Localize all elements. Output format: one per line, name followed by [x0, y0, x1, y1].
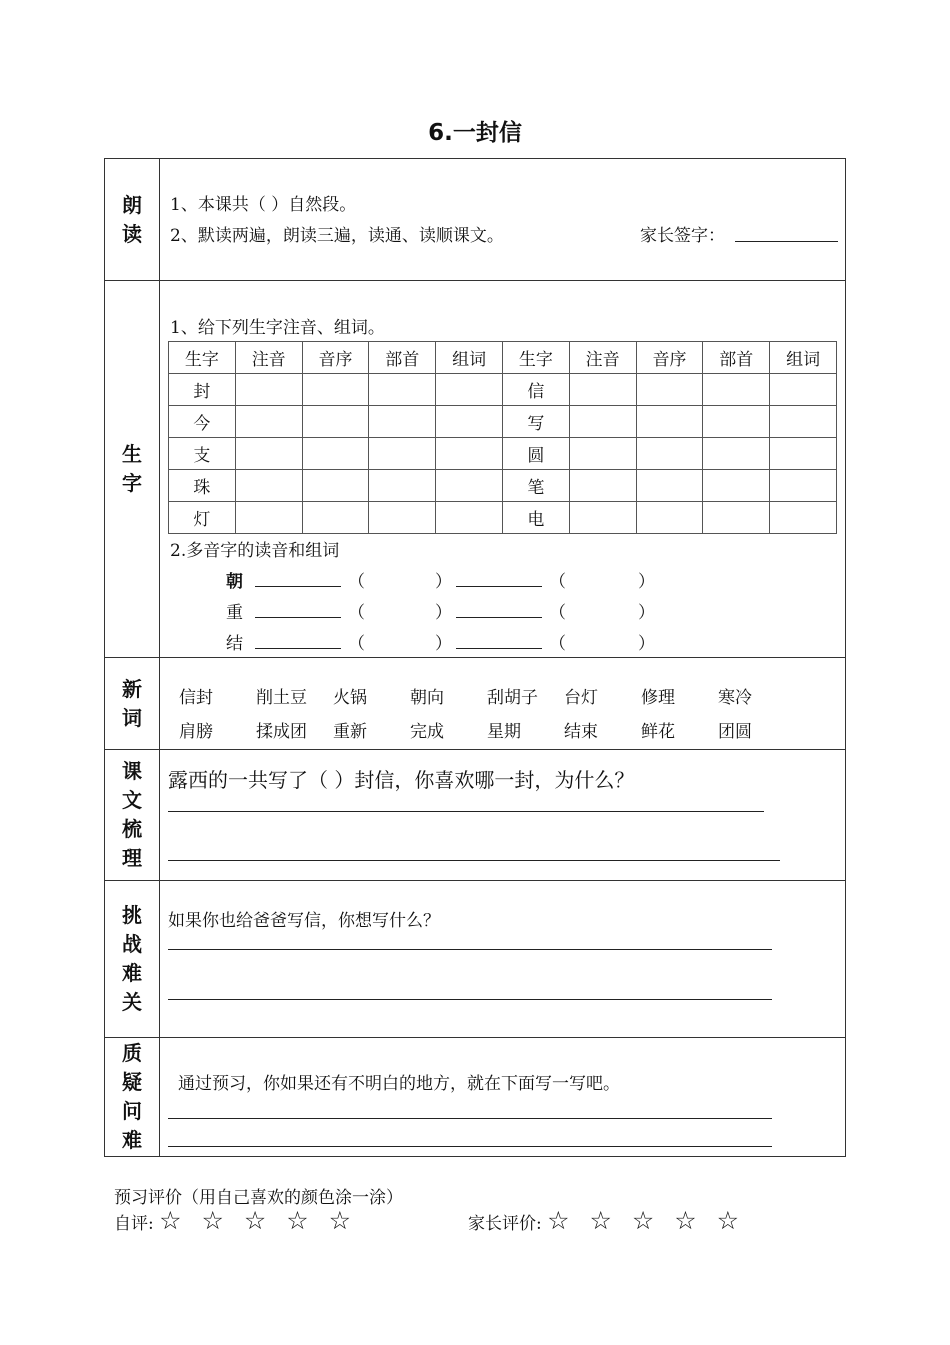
table-row: 今 写	[169, 406, 837, 438]
answer-line[interactable]	[168, 999, 772, 1000]
list-item: 鲜花	[641, 722, 675, 742]
table-row: 支 圆	[169, 438, 837, 470]
new-words-list	[179, 683, 795, 742]
pinyin-blank[interactable]	[456, 586, 542, 587]
list-item: 火锅	[333, 688, 367, 708]
list-item: 重新	[333, 722, 367, 742]
paragraph-count-question: 1、本课共（ ）自然段。	[170, 195, 357, 215]
list-item: 台灯	[564, 688, 598, 708]
section-xinci	[105, 658, 845, 750]
signature-label: 家长签字：	[640, 226, 725, 246]
kewen-question: 露西的一共写了（ ）封信，你喜欢哪一封，为什么？	[168, 768, 635, 792]
list-item: 寒冷	[718, 688, 752, 708]
self-evaluation	[114, 1206, 357, 1235]
parent-evaluation	[468, 1206, 745, 1235]
answer-line[interactable]	[168, 860, 780, 861]
list-item: 刮胡子	[487, 688, 538, 708]
section-label: 朗 读	[105, 159, 160, 280]
list-item: 揉成团	[256, 722, 307, 742]
table-header-row: 生字 注音 音序 部首 组词 生字 注音 音序 部首 组词	[169, 342, 837, 374]
pinyin-blank[interactable]	[456, 648, 542, 649]
section-shengzi: 生 字 1、给下列生字注音、组词。 生字 注音 音序 部首 组词 生字 注音 音序 部首 组词 封 信 今 写 支 圆 珠 笔 灯 电 2.多音字的读音和组词 朝 （ ） （ ） 重 （ ） （ ） 结 （ ） （ ）	[105, 281, 845, 658]
table-row: 灯 电	[169, 502, 837, 534]
page-title: 6.一封信	[428, 120, 522, 146]
section-kewen	[105, 750, 845, 881]
table-row: 封 信	[169, 374, 837, 406]
section-label: 生 字	[105, 281, 160, 657]
pinyin-blank[interactable]	[255, 648, 341, 649]
list-item: 结束	[564, 722, 598, 742]
list-item: 朝向	[410, 688, 444, 708]
answer-line[interactable]	[168, 811, 764, 812]
list-item: 肩膀	[179, 722, 213, 742]
pinyin-blank[interactable]	[255, 586, 341, 587]
characters-table	[168, 341, 837, 534]
section-label: 课 文 梳 理	[105, 750, 160, 880]
star-icon[interactable]: ☆ ☆ ☆ ☆ ☆	[159, 1206, 357, 1235]
table-row: 珠 笔	[169, 470, 837, 502]
polyphone-title: 2.多音字的读音和组词	[170, 541, 340, 561]
list-item: 修理	[641, 688, 675, 708]
section-label: 挑 战 难 关	[105, 881, 160, 1037]
section-tiaozhan	[105, 881, 845, 1038]
parent-eval-label: 家长评价:	[468, 1214, 542, 1234]
polyphone-char: 结	[226, 634, 243, 654]
answer-line[interactable]	[168, 949, 772, 950]
list-item: 信封	[179, 688, 213, 708]
section-zhiyi	[105, 1038, 845, 1156]
worksheet-table	[104, 158, 846, 1157]
answer-line[interactable]	[168, 1118, 772, 1119]
list-item: 星期	[487, 722, 521, 742]
pinyin-blank[interactable]	[456, 617, 542, 618]
reading-instruction: 2、默读两遍，朗读三遍，读通、读顺课文。	[170, 226, 504, 246]
pinyin-blank[interactable]	[255, 617, 341, 618]
self-eval-label: 自评:	[114, 1214, 154, 1234]
challenge-question: 如果你也给爸爸写信，你想写什么？	[168, 911, 440, 931]
characters-instruction: 1、给下列生字注音、组词。	[170, 318, 385, 338]
polyphone-char: 重	[226, 603, 243, 623]
list-item: 团圆	[718, 722, 752, 742]
list-item: 削土豆	[256, 688, 307, 708]
polyphone-char: 朝	[226, 572, 243, 592]
evaluation-title: 预习评价（用自己喜欢的颜色涂一涂）	[114, 1188, 403, 1208]
answer-line[interactable]	[168, 1146, 772, 1147]
star-icon[interactable]: ☆ ☆ ☆ ☆ ☆	[547, 1206, 745, 1235]
question-prompt: 通过预习，你如果还有不明白的地方，就在下面写一写吧。	[178, 1074, 620, 1094]
list-item: 完成	[410, 722, 444, 742]
section-label: 质 疑 问 难	[105, 1038, 160, 1156]
signature-field[interactable]	[735, 241, 838, 242]
section-langdu	[105, 159, 845, 281]
section-label: 新 词	[105, 658, 160, 749]
